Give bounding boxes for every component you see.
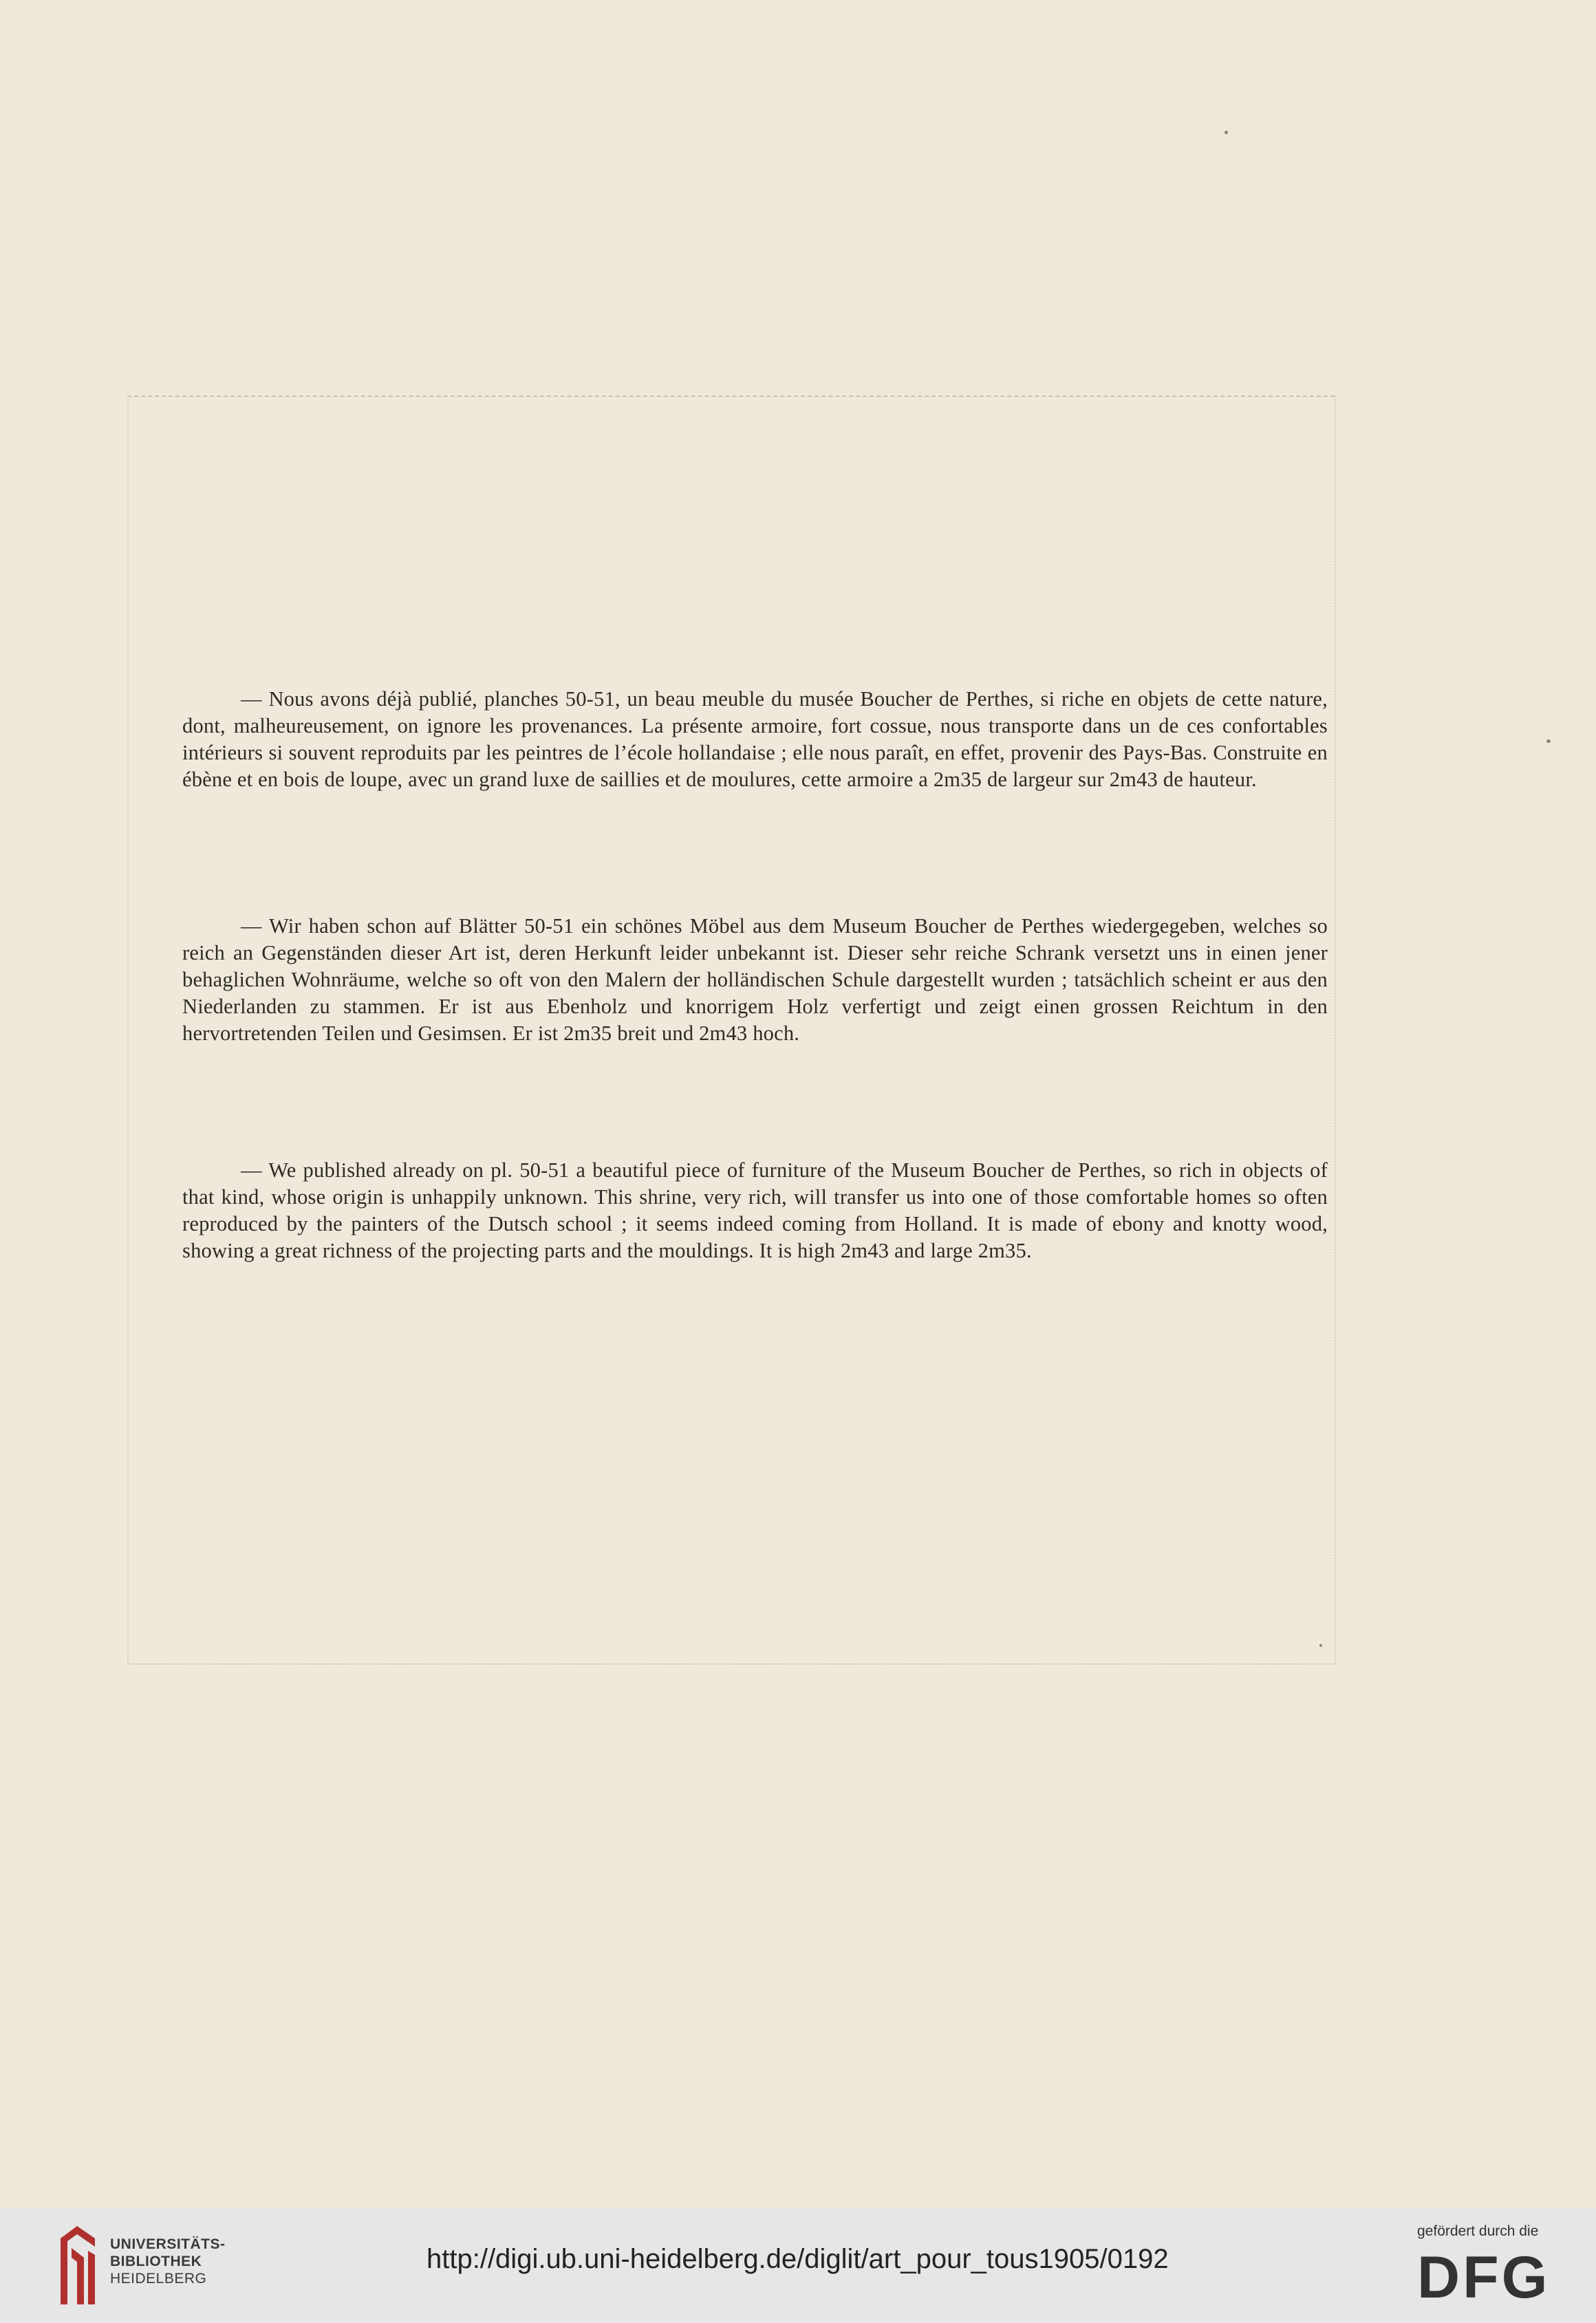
paper-speck	[1546, 739, 1551, 743]
plate-border-left	[127, 396, 129, 1663]
paragraph-english: — We published already on pl. 50-51 a beautiful piece of furniture of the Museum Boucher de Perthes, so rich in objects of that kind, whose origin is unhappily unknown. This shrine, very rich, will transfer us into one of those comfortable homes so often reproduced by the painters of the Dutsch school ; it seems indeed coming from Holland. It is made of ebony and knotty wood, showing a great richness of the projecting parts and the mouldings. It is high 2m43 and large 2m35.	[182, 1158, 1328, 1262]
text-german	[182, 913, 1328, 1047]
library-line-1: UNIVERSITÄTS-	[110, 2236, 226, 2252]
plate-border-bottom	[127, 1663, 1335, 1665]
funder-caption: gefördert durch die	[1417, 2223, 1539, 2239]
dfg-logo: DFG	[1417, 2245, 1551, 2311]
library-line-3: HEIDELBERG	[110, 2271, 207, 2287]
library-name	[110, 2236, 226, 2287]
text-french	[182, 686, 1328, 793]
text-english	[182, 1157, 1328, 1264]
library-line-2: BIBLIOTHEK	[110, 2254, 202, 2269]
paragraph-french: — Nous avons déjà publié, planches 50-51, un beau meuble du musée Boucher de Perthes, si riche en objets de cette nature, dont, malheureusement, on ignore les provenances. La présente armoire, fort cossue, nous transporte dans un de ces confortables intérieurs si souvent reproduits par les peintres de l’école hollandaise ; elle nous paraît, en effet, provenir des Pays-Bas. Construite en ébène et en bois de loupe, avec un grand luxe de saillies et de moulures, cette armoire a 2m35 de largeur sur 2m43 de hauteur.	[182, 687, 1328, 791]
paragraph-german: — Wir haben schon auf Blätter 50-51 ein schönes Möbel aus dem Museum Boucher de Perthes wiedergegeben, welches so reich an Gegenständen dieser Art ist, deren Herkunft leider unbekannt ist. Dieser sehr reiche Schrank versetzt uns in einen jener behaglichen Wohnräume, welche so oft von den Malern der holländischen Schule dargestellt wurden ; tatsächlich scheint er aus den Niederlanden zu stammen. Er ist aus Ebenholz und knorrigem Holz verfertigt und zeigt einen grossen Reichtum in den hervortretenden Teilen und Gesimsen. Er ist 2m35 breit und 2m43 hoch.	[182, 914, 1328, 1045]
digital-library-link[interactable]: http://digi.ub.uni-heidelberg.de/diglit/art_pour_tous1905/0192	[427, 2244, 1169, 2274]
plate-border-top	[127, 396, 1335, 397]
plate-border-right	[1335, 396, 1336, 1663]
ub-heidelberg-logo-icon	[56, 2223, 99, 2307]
paper-speck	[1319, 1644, 1322, 1647]
paper-speck	[1225, 131, 1228, 134]
